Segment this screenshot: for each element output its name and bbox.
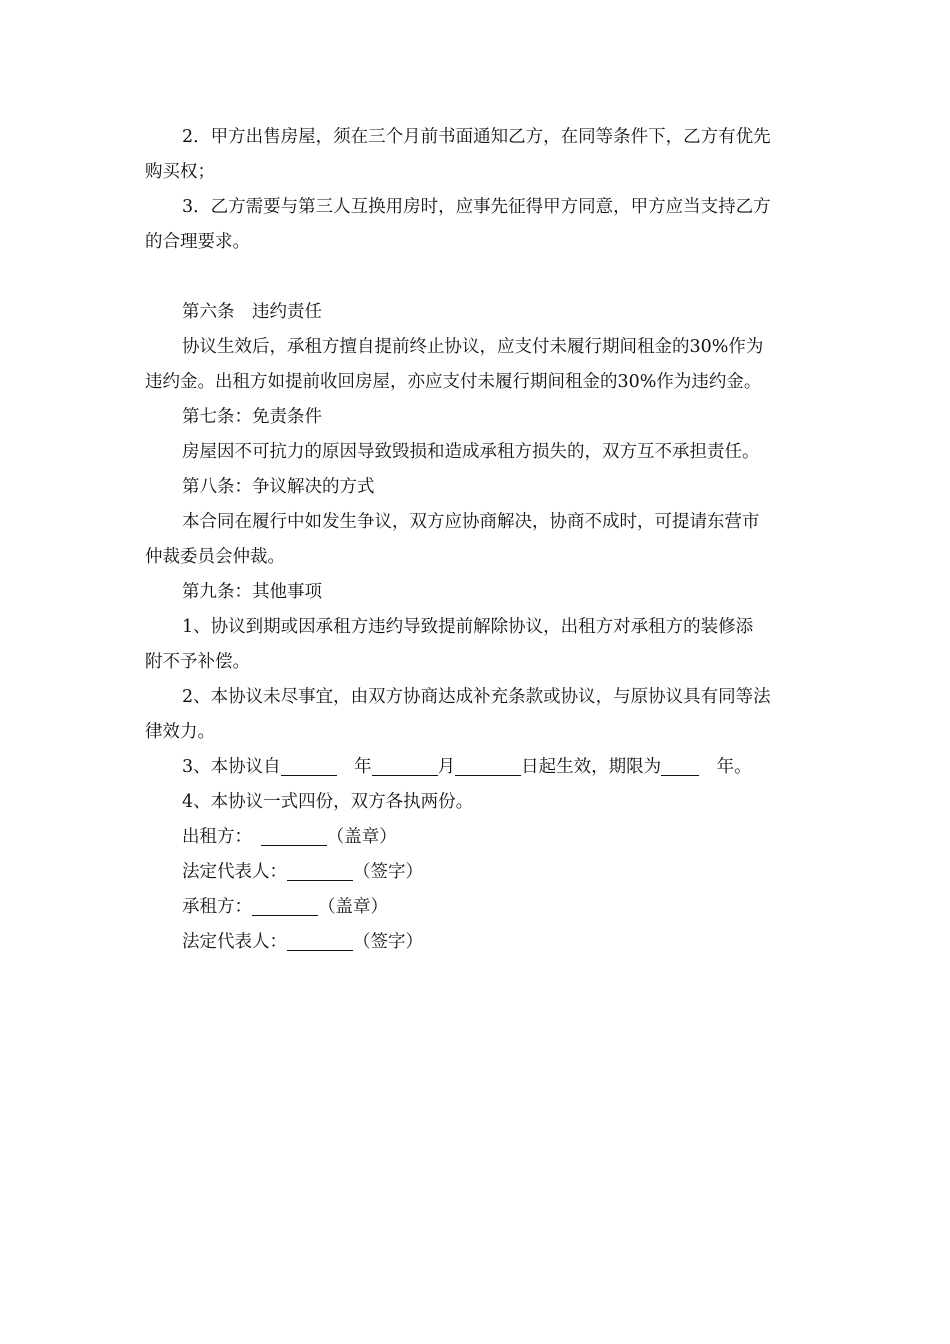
item-2-line-1: 2．甲方出售房屋，须在三个月前书面通知乙方，在同等条件下，乙方有优先 (182, 127, 771, 147)
rep-1-blank (287, 858, 353, 881)
paragraph-gap (145, 260, 810, 295)
day-text: 日起生效，期限为 (521, 757, 662, 777)
article-7-heading: 第七条：免责条件 (182, 407, 322, 427)
lessor-label: 出租方： (182, 827, 244, 847)
lessor-blank (261, 823, 327, 846)
item-3-line-2: 的合理要求。 (145, 232, 250, 252)
term-blank (661, 753, 699, 776)
article-9-item-2-line-2: 律效力。 (145, 722, 215, 742)
lessor-note: （盖章） (326, 827, 397, 847)
article-9-heading: 第九条：其他事项 (182, 582, 322, 602)
item-3-prefix: 3、本协议自 (182, 757, 281, 777)
article-9-item-3 (145, 750, 810, 785)
article-8-heading: 第八条：争议解决的方式 (182, 477, 375, 497)
article-6-heading: 第六条 违约责任 (182, 302, 322, 322)
article-9-item-1-line-2: 附不予补偿。 (145, 652, 250, 672)
year-label: 年 (354, 757, 372, 777)
article-9-item-4: 4、本协议一式四份，双方各执两份。 (182, 792, 474, 812)
article-8-line-2: 仲裁委员会仲裁。 (145, 547, 285, 567)
lessor-signature-line (145, 820, 810, 855)
lessee-label: 承租方： (182, 897, 252, 917)
article-9-item-2-line-1: 2、本协议未尽事宜，由双方协商达成补充条款或协议，与原协议具有同等法 (182, 687, 771, 707)
year-blank (281, 753, 337, 776)
item-3-line-1: 3．乙方需要与第三人互换用房时，应事先征得甲方同意，甲方应当支持乙方 (182, 197, 771, 217)
rep-1-signature-line (145, 855, 810, 890)
rep-2-signature-line (145, 925, 810, 960)
document-page (145, 120, 810, 960)
article-8-line-1: 本合同在履行中如发生争议，双方应协商解决，协商不成时，可提请东营市 (182, 512, 760, 532)
lessee-note: （盖章） (318, 897, 388, 917)
month-blank (372, 753, 438, 776)
day-blank (455, 753, 521, 776)
item-2-line-2: 购买权； (145, 162, 215, 182)
article-7-line-1: 房屋因不可抗力的原因导致毁损和造成承租方损失的，双方互不承担责任。 (182, 442, 760, 462)
lessee-signature-line (145, 890, 810, 925)
article-6-line-1: 协议生效后，承租方擅自提前终止协议，应支付未履行期间租金的30%作为 (182, 337, 764, 357)
article-9-item-1-line-1: 1、协议到期或因承租方违约导致提前解除协议，出租方对承租方的装修添 (182, 617, 754, 637)
rep-1-label: 法定代表人： (182, 862, 287, 882)
years-label: 年。 (716, 757, 752, 777)
rep-2-blank (287, 928, 353, 951)
rep-2-note: （签字） (353, 932, 423, 952)
month-label: 月 (437, 757, 456, 777)
article-6-line-2: 违约金。出租方如提前收回房屋，亦应支付未履行期间租金的30%作为违约金。 (145, 372, 762, 392)
lessee-blank (252, 893, 318, 916)
rep-1-note: （签字） (353, 862, 423, 882)
rep-2-label: 法定代表人： (182, 932, 287, 952)
